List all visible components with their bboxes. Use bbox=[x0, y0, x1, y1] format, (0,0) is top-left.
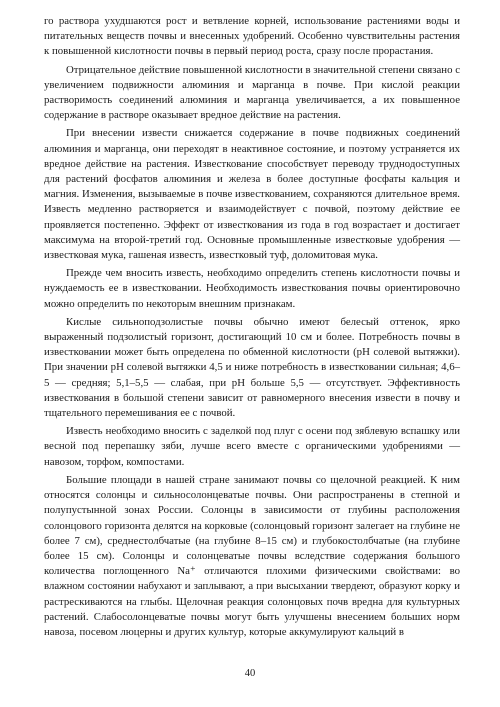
paragraph-2: Отрицательное действие повышенной кислотности в значительной степени связано с увеличением подвижности алюминия и марганца в почве. При кислой реакции растворимость соединений алюминия и марганца увеличивается, а их повышенное содержание в растворе оказывает вредное действие на растения. bbox=[44, 63, 460, 122]
paragraph-5: Кислые сильноподзолистые почвы обычно имеют белесый оттенок, ярко выраженный подзолистый горизонт, достигающий 10 см и более. Потребность почвы в известковании может быть определена по обменной кислотности (рН солевой вытяжки). При значении рН солевой вытяжки 4,5 и ниже потребность в известковании сильная; 4,6–5 — средняя; 5,1–5,5 — слабая, при рН больше 5,5 — отсутствует. Эффективность известкования в большой степени зависит от равномерного внесения извести в почву и тщательного перемешивания ее с почвой. bbox=[44, 315, 460, 420]
paragraph-6: Известь необходимо вносить с заделкой под плуг с осени под зяблевую вспашку или весной под перепашку зяби, лучше всего вместе с органическими удобрениями — навозом, торфом, компостами. bbox=[44, 425, 460, 468]
paragraph-4: Прежде чем вносить известь, необходимо определить степень кислотности почвы и нуждаемость ее в известковании. Необходимость известкования почвы ориентировочно можно определить по некоторым внешним признакам. bbox=[44, 267, 460, 310]
body-text bbox=[44, 14, 460, 640]
paragraph-7: Большие площади в нашей стране занимают почвы со щелочной реакцией. К ним относятся солонцы и сильносолонцеватые почвы. Они распространены в степной и полупустынной зонах России. Солонцы в зависимости от глубины расположения солонцового горизонта делятся на корковые (солонцовый горизонт залегает на глубине не более 7 см), среднестолбчатые (на глубине 8–15 см) и глубокостолбчатые (на глубине более 15 см). Солонцы и солонцеватые почвы вследствие содержания большого количества поглощенного Na⁺ отличаются плохими физическими свойствами: во влажном состоянии набухают и заплывают, а при высыхании твердеют, образуют корку и растрескиваются на глыбы. Щелочная реакция солонцовых почв вредна для культурных растений. Слабосолонцеватые почвы могут быть улучшены внесением больших норм навоза, посевом люцерны и других культур, которые аккумулируют кальций в bbox=[44, 473, 460, 638]
paragraph-1: го раствора ухудшаются рост и ветвление корней, использование растениями воды и питательных веществ почвы и внесенных удобрений. Особенно чувствительны растения к повышенной кислотности почвы в первый период роста, сразу после прорастания. bbox=[44, 15, 460, 58]
page-number: 40 bbox=[244, 668, 256, 679]
paragraph-3: При внесении извести снижается содержание в почве подвижных соединений алюминия и марганца, они переходят в неактивное состояние, и поэтому устраняется их вредное действие на растения. Известкование способствует переводу труднодоступных для растений фосфатов алюминия и железа в более доступные фосфаты кальция и магния. Изменения, вызываемые в почве известкованием, сохраняются длительное время. Известь медленно растворяется и взаимодействует с почвой, поэтому действие ее проявляется постепенно. Эффект от известкования из года в год возрастает и достигает максимума на второй-третий год. Основные промышленные известковые удобрения — известковая мука, гашеная известь, известковый туф, доломитовая мука. bbox=[44, 127, 460, 262]
